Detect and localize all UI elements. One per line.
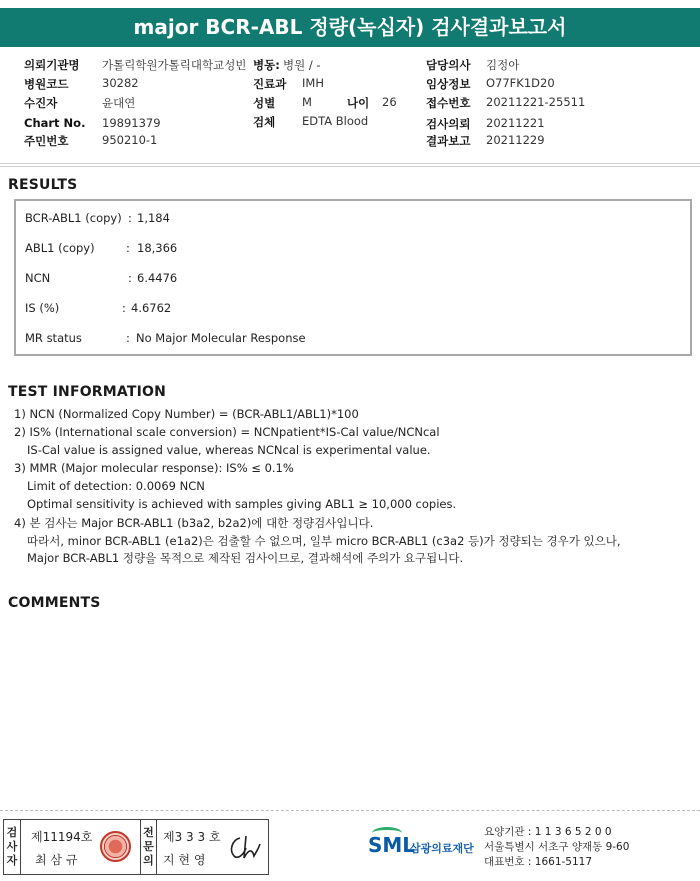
specialist-label (140, 820, 157, 874)
dept-label: 진료과 (253, 77, 287, 91)
specialist-label-char: 문 (143, 840, 154, 853)
test-info-heading: TEST INFORMATION (8, 384, 167, 400)
test-info-line: 따라서, minor BCR-ABL1 (e1a2)은 검출할 수 없으며, 일부 micro BCR-ABL1 (c3a2 등)가 정량되는 경우가 있으나, (27, 534, 621, 548)
institution-value: 가톨릭학원가톨릭대학교성빈 (102, 58, 247, 72)
inspector-name: 최 삼 규 (35, 853, 78, 867)
test-info-line: 2) IS% (International scale conversion) = NCNpatient*IS-Cal value/NCNcal (14, 425, 440, 439)
phone: 대표번호 : 1661-5117 (484, 856, 593, 868)
inspector-label-char: 자 (6, 854, 18, 867)
result-value: 18,366 (137, 241, 178, 255)
result-sep: : (126, 241, 130, 255)
hospital-code-value: 30282 (102, 76, 139, 90)
handwritten-signature (226, 832, 264, 862)
patient-label: 수진자 (24, 96, 58, 110)
comments-heading: COMMENTS (8, 595, 101, 611)
hospital-code-label: 병원코드 (24, 77, 69, 91)
inspector-label (4, 820, 21, 874)
doctor-value: 김정아 (486, 58, 520, 72)
specimen-value: EDTA Blood (302, 114, 369, 128)
receipt-value: 20211221-25511 (486, 95, 586, 109)
report-date-value: 20211229 (486, 133, 545, 147)
specimen-label: 검체 (253, 115, 276, 129)
patient-info (0, 54, 700, 154)
report-date-label: 결과보고 (426, 134, 471, 148)
specialist-label-char: 전 (143, 826, 154, 839)
logo-text: SML (368, 833, 416, 857)
institution-code: 요양기관 : 1 1 3 6 5 2 0 0 (484, 826, 612, 838)
test-info-line: Major BCR-ABL1 정량을 목적으로 제작된 검사이므로, 결과해석에 주의가 요구됩니다. (27, 551, 464, 565)
receipt-label: 접수번호 (426, 96, 471, 110)
clinical-value: O77FK1D20 (486, 76, 555, 90)
ward-value: 병원 / - (283, 58, 321, 72)
result-value: 1,184 (137, 211, 170, 225)
result-value: 4.6762 (131, 301, 172, 315)
doctor-label: 담당의사 (426, 58, 471, 72)
sex-label: 성별 (253, 96, 276, 110)
test-info-line: 3) MMR (Major molecular response): IS% ≤ 0.1% (14, 461, 294, 475)
sex-value: M (302, 95, 312, 109)
test-info-line: 4) 본 검사는 Major BCR-ABL1 (b3a2, b2a2)에 대한 정량검사입니다. (14, 516, 374, 530)
result-label: ABL1 (copy) (25, 241, 95, 255)
request-value: 20211221 (486, 116, 545, 130)
signature-box (3, 819, 269, 875)
sml-logo (366, 827, 476, 865)
result-value: No Major Molecular Response (136, 331, 306, 345)
ward-label: 병동: (253, 58, 280, 72)
test-info-line: 1) NCN (Normalized Copy Number) = (BCR-ABL1/ABL1)*100 (14, 407, 359, 421)
results-box (14, 199, 692, 356)
report-title: major BCR-ABL 정량(녹십자) 검사결과보고서 (0, 8, 700, 47)
test-info-line: Limit of detection: 0.0069 NCN (27, 479, 205, 493)
divider (0, 166, 700, 167)
red-seal-stamp (100, 831, 131, 862)
dept-value: IMH (302, 76, 324, 90)
result-sep: : (126, 331, 130, 345)
result-value: 6.4476 (137, 271, 178, 285)
result-sep: : (122, 301, 126, 315)
specialist-label-char: 의 (143, 854, 154, 867)
chart-label: Chart No. (24, 116, 86, 130)
test-info-line: Optimal sensitivity is achieved with samples giving ABL1 ≥ 10,000 copies. (27, 497, 457, 511)
result-label: BCR-ABL1 (copy) (25, 211, 122, 225)
result-label: MR status (25, 331, 82, 345)
logo-korean: 삼광의료재단 (410, 842, 474, 855)
result-label: IS (%) (25, 301, 60, 315)
inspector-license: 제11194호 (31, 830, 93, 844)
inspector-label-char: 사 (6, 840, 18, 853)
specialist-license: 제3 3 3 호 (163, 830, 221, 844)
footer (0, 810, 700, 881)
result-sep: : (128, 271, 132, 285)
request-label: 검사의뢰 (426, 117, 471, 131)
inspector-label-char: 검 (6, 826, 18, 839)
result-sep: : (128, 211, 132, 225)
resident-label: 주민번호 (24, 134, 69, 148)
resident-value: 950210-1 (102, 133, 158, 147)
results-heading: RESULTS (8, 177, 78, 193)
chart-value: 19891379 (102, 116, 161, 130)
patient-value: 윤대연 (102, 96, 136, 110)
address: 서울특별시 서초구 양재동 9-60 (484, 841, 630, 853)
result-label: NCN (25, 271, 51, 285)
clinical-label: 임상정보 (426, 77, 471, 91)
divider (0, 163, 700, 164)
test-info-line: IS-Cal value is assigned value, whereas NCNcal is experimental value. (27, 443, 431, 457)
age-label: 나이 (347, 96, 370, 110)
specialist-name: 지 현 영 (163, 853, 206, 867)
age-value: 26 (382, 95, 397, 109)
institution-address (484, 825, 629, 870)
institution-label: 의뢰기관명 (24, 58, 80, 72)
